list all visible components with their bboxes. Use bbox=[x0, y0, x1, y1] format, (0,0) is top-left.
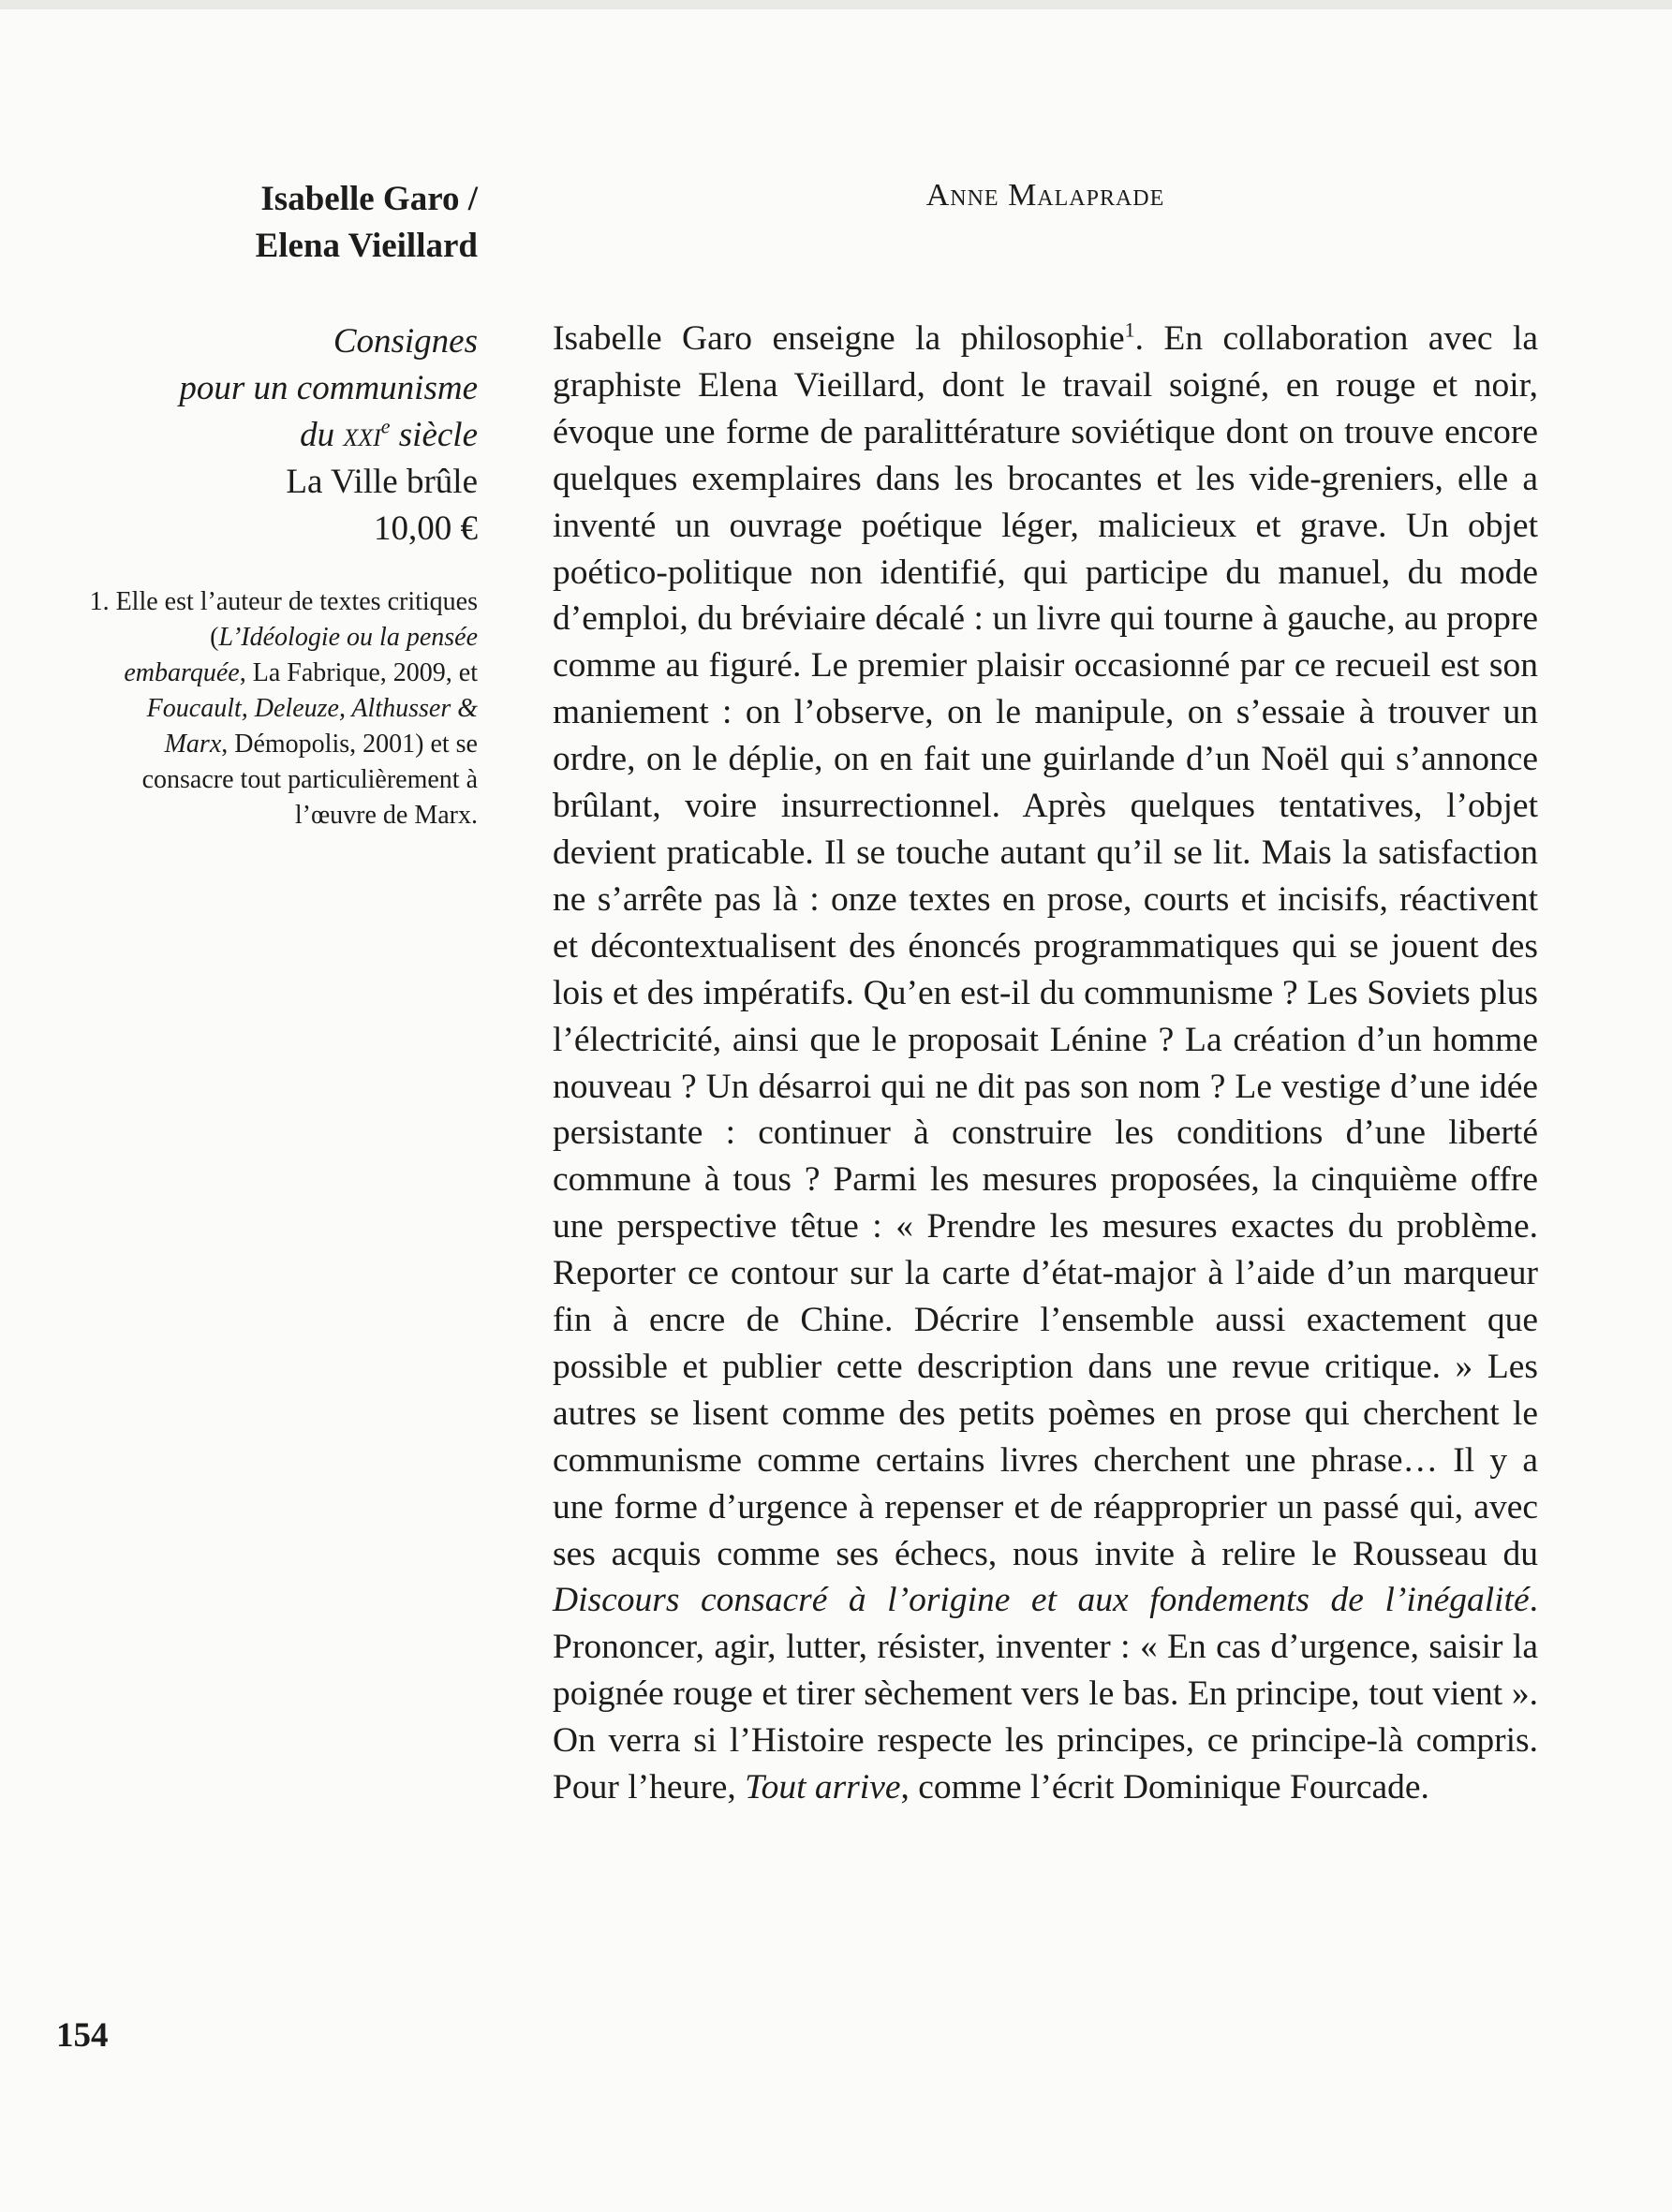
reviewer-name: Anne Malaprade bbox=[925, 178, 1165, 213]
book-details bbox=[84, 318, 478, 553]
book-authors bbox=[84, 176, 478, 270]
page-top-edge bbox=[0, 0, 1672, 9]
price: 10,00 € bbox=[374, 509, 478, 548]
footnote-book-title: L’Idéologie ou la pensée embarquée bbox=[124, 623, 478, 687]
book-title-line: du xxi$^e$ siècle bbox=[300, 414, 478, 454]
book-title-line: Consignes bbox=[333, 322, 478, 361]
footnote-marker: 1 bbox=[1124, 317, 1135, 342]
book-title-line: pour un communisme bbox=[179, 369, 478, 407]
page-number: 154 bbox=[56, 2016, 109, 2055]
century-roman: xxi bbox=[343, 416, 381, 454]
author-line: Isabelle Garo / bbox=[260, 180, 478, 218]
footnote: 1. Elle est l’auteur de textes critiques (L’Idéologie ou la pensée embarquée, La Fabrique, 2009, et Foucault, Deleuze, Althusser & Marx, Démopolis, 2001) et se consacre tout particulièrement à l’œuvre de Marx. bbox=[89, 587, 478, 830]
review-body: Isabelle Garo enseigne la philosophie$^1$. En collaboration avec la graphiste Elena Vieillard, dont le travail soigné, en rouge et noir, évoque une forme de paralittérature soviétique dont on trouve encore quelques exemplaires dans les brocantes et les vide-greniers, elle a inventé un ouvrage poétique léger, malicieux et grave. Un objet poético-politique non identifié, qui participe du manuel, du mode d’emploi, du bréviaire décalé : un livre qui tourne à gauche, au propre comme au figuré. Le premier plaisir occasionné par ce recueil est son maniement : on l’observe, on le manipule, on s’essaie à trouver un ordre, on le déplie, on en fait une guirlande d’un Noël qui s’annonce brûlant, voire insurrectionnel. Après quelques tentatives, l’objet devient praticable. Il se touche autant qu’il se lit. Mais la satisfaction ne s’arrête pas là : onze textes en prose, courts et incisifs, réactivent et décontextualisent des énoncés programmatiques qui se jouent des lois et des impératifs. Qu’en est-il du communisme ? Les Soviets plus l’électricité, ainsi que le proposait Lénine ? La création d’un homme nouveau ? Un désarroi qui ne dit pas son nom ? Le vestige d’une idée persistante : continuer à construire les conditions d’une liberté commune à tous ? Parmi les mesures proposées, la cinquième offre une perspective têtue : « Prendre les mesures exactes du problème. Reporter ce contour sur la carte d’état-major à l’aide d’un marqueur fin à encre de Chine. Décrire l’ensemble aussi exactement que possible et publier cette description dans une revue critique. » Les autres se lisent comme des petits poèmes en prose qui cherchent le communisme comme certains livres cherchent une phrase… Il y a une forme d’urgence à repenser et de réapproprier un passé qui, avec ses acquis comme ses échecs, nous invite à relire le Rousseau du Discours consacré à l’origine et aux fondements de l’inégalité. Prononcer, agir, lutter, résister, inventer : « En cas d’urgence, saisir la poignée rouge et tirer sèchement vers le bas. En principe, tout vient ». On verra si l’Histoire respecte les principes, ce principe-là compris. Pour l’heure, Tout arrive, comme l’écrit Dominique Fourcade. bbox=[553, 317, 1538, 1807]
cited-work-title: Discours consacré à l’origine et aux fondements de l’inégalité bbox=[553, 1581, 1530, 1620]
century-sup: e bbox=[380, 414, 391, 438]
book-info-sidebar bbox=[84, 176, 478, 833]
cited-work-title: Tout arrive bbox=[745, 1768, 901, 1807]
publisher: La Ville brûle bbox=[286, 463, 478, 501]
author-line: Elena Vieillard bbox=[255, 227, 478, 265]
footnote-book-title: Foucault, Deleuze, Althusser & Marx bbox=[146, 694, 478, 759]
